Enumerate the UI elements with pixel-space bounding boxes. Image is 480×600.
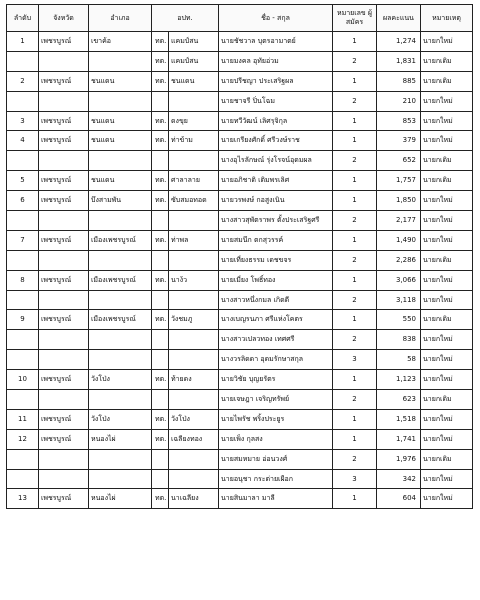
- cell-candidate-no: 1: [333, 111, 377, 131]
- cell-name: นางเบญรนภา ศรีแห่งโคตร: [219, 310, 333, 330]
- header-row: [7, 5, 473, 32]
- cell-score: 604: [377, 489, 421, 509]
- cell-sao: [169, 330, 219, 350]
- cell-no: [7, 390, 39, 410]
- cell-no: 13: [7, 489, 39, 509]
- cell-remark: นายกใหม่: [421, 230, 473, 250]
- cell-no: [7, 350, 39, 370]
- cell-candidate-no: 3: [333, 350, 377, 370]
- cell-province: [39, 390, 89, 410]
- cell-district: ชนแดน: [89, 171, 152, 191]
- cell-district: [89, 330, 152, 350]
- cell-name: นายชัชวาล บุตรอามาตย์: [219, 32, 333, 52]
- header-no: ลำดับ: [7, 5, 39, 32]
- cell-score: 342: [377, 469, 421, 489]
- cell-no: [7, 250, 39, 270]
- election-results-table: [6, 4, 473, 509]
- cell-candidate-no: 1: [333, 32, 377, 52]
- cell-score: 3,066: [377, 270, 421, 290]
- cell-sao-prefix: ทต.: [152, 230, 169, 250]
- cell-score: 2,177: [377, 211, 421, 231]
- cell-province: เพชรบูรณ์: [39, 171, 89, 191]
- cell-candidate-no: 1: [333, 489, 377, 509]
- cell-no: [7, 91, 39, 111]
- cell-score: 853: [377, 111, 421, 131]
- cell-score: 1,490: [377, 230, 421, 250]
- cell-no: [7, 469, 39, 489]
- table-row: [7, 350, 473, 370]
- cell-sao: ศาลาลาย: [169, 171, 219, 191]
- cell-remark: นายกใหม่: [421, 409, 473, 429]
- cell-sao-prefix: ทต.: [152, 310, 169, 330]
- cell-sao-prefix: ทต.: [152, 51, 169, 71]
- cell-candidate-no: 2: [333, 330, 377, 350]
- cell-district: [89, 250, 152, 270]
- cell-candidate-no: 2: [333, 91, 377, 111]
- cell-no: 3: [7, 111, 39, 131]
- cell-candidate-no: 2: [333, 151, 377, 171]
- cell-province: เพชรบูรณ์: [39, 409, 89, 429]
- cell-district: บึงสามพัน: [89, 191, 152, 211]
- cell-sao: เฉลียงทอง: [169, 429, 219, 449]
- cell-sao-prefix: ทต.: [152, 429, 169, 449]
- cell-sao-prefix: ทต.: [152, 270, 169, 290]
- cell-province: [39, 330, 89, 350]
- cell-district: [89, 469, 152, 489]
- cell-province: เพชรบูรณ์: [39, 429, 89, 449]
- cell-district: [89, 51, 152, 71]
- cell-name: นายทวีวัฒน์ เลิศรุจิกุล: [219, 111, 333, 131]
- table-row: [7, 270, 473, 290]
- cell-district: ชนแดน: [89, 131, 152, 151]
- cell-name: นายวรพงษ์ กอสูงเนิน: [219, 191, 333, 211]
- cell-sao-prefix: ทต.: [152, 171, 169, 191]
- cell-sao: [169, 449, 219, 469]
- cell-province: [39, 469, 89, 489]
- cell-remark: นายกเดิม: [421, 390, 473, 410]
- cell-score: 1,831: [377, 51, 421, 71]
- table-row: [7, 191, 473, 211]
- cell-score: 1,123: [377, 370, 421, 390]
- cell-score: 550: [377, 310, 421, 330]
- cell-sao: ท่าข้าม: [169, 131, 219, 151]
- cell-no: [7, 151, 39, 171]
- cell-sao: นาง้ว: [169, 270, 219, 290]
- cell-district: ชนแดน: [89, 71, 152, 91]
- cell-candidate-no: 1: [333, 131, 377, 151]
- cell-sao-prefix: ทต.: [152, 370, 169, 390]
- table-row: [7, 171, 473, 191]
- table-row: [7, 449, 473, 469]
- cell-name: นายสมนึก ตกสุวรรค์: [219, 230, 333, 250]
- cell-sao-prefix: [152, 211, 169, 231]
- cell-sao-prefix: [152, 290, 169, 310]
- cell-district: [89, 290, 152, 310]
- cell-candidate-no: 2: [333, 250, 377, 270]
- cell-province: เพชรบูรณ์: [39, 270, 89, 290]
- cell-name: นายสมหมาย อ่อนวงศ์: [219, 449, 333, 469]
- cell-sao-prefix: ทต.: [152, 131, 169, 151]
- cell-sao: [169, 211, 219, 231]
- cell-candidate-no: 1: [333, 270, 377, 290]
- cell-name: นายวิชัย บุญยรัตร: [219, 370, 333, 390]
- header-candidate-no: หมายเลข ผู้สมัคร: [333, 5, 377, 32]
- cell-district: ชนแดน: [89, 111, 152, 131]
- cell-no: 10: [7, 370, 39, 390]
- cell-no: 4: [7, 131, 39, 151]
- cell-sao: วังโป่ง: [169, 409, 219, 429]
- cell-name: นายเมี่ยง โพธิ์ทอง: [219, 270, 333, 290]
- cell-sao: [169, 91, 219, 111]
- cell-score: 885: [377, 71, 421, 91]
- cell-candidate-no: 2: [333, 211, 377, 231]
- cell-no: [7, 330, 39, 350]
- cell-score: 1,274: [377, 32, 421, 52]
- cell-province: เพชรบูรณ์: [39, 310, 89, 330]
- cell-name: นางวรลิดดา อุดมรักษาสกุล: [219, 350, 333, 370]
- cell-name: นายชาจรี ปิ่นโฉม: [219, 91, 333, 111]
- cell-no: 1: [7, 32, 39, 52]
- cell-score: 623: [377, 390, 421, 410]
- header-sao: อปท.: [152, 5, 219, 32]
- cell-no: 8: [7, 270, 39, 290]
- cell-sao-prefix: [152, 350, 169, 370]
- cell-sao-prefix: ทต.: [152, 191, 169, 211]
- cell-no: [7, 290, 39, 310]
- cell-remark: นายกเดิม: [421, 151, 473, 171]
- cell-candidate-no: 1: [333, 191, 377, 211]
- cell-candidate-no: 1: [333, 230, 377, 250]
- cell-score: 3,118: [377, 290, 421, 310]
- cell-remark: นายกใหม่: [421, 131, 473, 151]
- header-name: ชื่อ - สกุล: [219, 5, 333, 32]
- cell-sao-prefix: [152, 390, 169, 410]
- cell-remark: นายกใหม่: [421, 350, 473, 370]
- cell-remark: นายกใหม่: [421, 191, 473, 211]
- cell-name: นายมงคล อุทัยอ่วม: [219, 51, 333, 71]
- cell-no: 11: [7, 409, 39, 429]
- cell-no: [7, 211, 39, 231]
- cell-district: วังโป่ง: [89, 370, 152, 390]
- cell-district: วังโป่ง: [89, 409, 152, 429]
- cell-name: นายสินมาลา มาลี: [219, 489, 333, 509]
- cell-sao-prefix: ทต.: [152, 111, 169, 131]
- header-score: ผลคะแนน: [377, 5, 421, 32]
- cell-sao: [169, 290, 219, 310]
- cell-no: 9: [7, 310, 39, 330]
- cell-district: เมืองเพชรบูรณ์: [89, 230, 152, 250]
- cell-sao-prefix: [152, 250, 169, 270]
- table-row: [7, 390, 473, 410]
- cell-sao-prefix: ทต.: [152, 32, 169, 52]
- cell-no: 2: [7, 71, 39, 91]
- cell-score: 58: [377, 350, 421, 370]
- cell-remark: นายกเดิม: [421, 51, 473, 71]
- header-remark: หมายเหตุ: [421, 5, 473, 32]
- cell-province: [39, 290, 89, 310]
- cell-remark: นายกใหม่: [421, 469, 473, 489]
- cell-name: นายอภิชาติ เติมพรเลิศ: [219, 171, 333, 191]
- table-row: [7, 71, 473, 91]
- table-row: [7, 330, 473, 350]
- cell-candidate-no: 1: [333, 171, 377, 191]
- table-row: [7, 151, 473, 171]
- cell-district: [89, 350, 152, 370]
- cell-sao: [169, 390, 219, 410]
- table-row: [7, 310, 473, 330]
- cell-name: นายเกรียงศักดิ์ ศรีวงษ์ราช: [219, 131, 333, 151]
- cell-score: 1,757: [377, 171, 421, 191]
- cell-province: [39, 350, 89, 370]
- cell-sao: [169, 469, 219, 489]
- cell-name: นายปรีชญา ประเสริฐผล: [219, 71, 333, 91]
- cell-remark: นายกเดิม: [421, 449, 473, 469]
- cell-name: นางสาวเปลวทอง เทศศรี: [219, 330, 333, 350]
- cell-province: เพชรบูรณ์: [39, 32, 89, 52]
- cell-remark: นายกใหม่: [421, 32, 473, 52]
- table-row: [7, 290, 473, 310]
- cell-candidate-no: 1: [333, 310, 377, 330]
- cell-province: [39, 211, 89, 231]
- cell-sao-prefix: ทต.: [152, 71, 169, 91]
- cell-score: 210: [377, 91, 421, 111]
- cell-score: 652: [377, 151, 421, 171]
- cell-name: นางสาวสุพัตราพร ตั้งประเสริฐศรี: [219, 211, 333, 231]
- cell-sao: ท้ายดง: [169, 370, 219, 390]
- cell-sao: ซับสมอทอด: [169, 191, 219, 211]
- cell-sao-prefix: [152, 449, 169, 469]
- cell-remark: นายกใหม่: [421, 429, 473, 449]
- cell-province: เพชรบูรณ์: [39, 370, 89, 390]
- cell-no: [7, 449, 39, 469]
- cell-province: [39, 449, 89, 469]
- cell-candidate-no: 2: [333, 449, 377, 469]
- table-row: [7, 469, 473, 489]
- cell-district: เมืองเพชรบูรณ์: [89, 270, 152, 290]
- cell-candidate-no: 1: [333, 409, 377, 429]
- cell-district: เมืองเพชรบูรณ์: [89, 310, 152, 330]
- cell-district: [89, 151, 152, 171]
- cell-no: 6: [7, 191, 39, 211]
- cell-remark: นายกเดิม: [421, 310, 473, 330]
- cell-sao-prefix: ทต.: [152, 409, 169, 429]
- cell-name: นายไพรัช พริ้งประยูร: [219, 409, 333, 429]
- cell-candidate-no: 3: [333, 469, 377, 489]
- cell-district: [89, 91, 152, 111]
- table-row: [7, 409, 473, 429]
- table-row: [7, 91, 473, 111]
- cell-district: เขาค้อ: [89, 32, 152, 52]
- cell-name: นายเที่ยงธรรม เดชขจร: [219, 250, 333, 270]
- cell-remark: นายกใหม่: [421, 370, 473, 390]
- cell-score: 1,976: [377, 449, 421, 469]
- cell-remark: นายกใหม่: [421, 91, 473, 111]
- table-row: [7, 429, 473, 449]
- cell-province: [39, 151, 89, 171]
- cell-no: 12: [7, 429, 39, 449]
- cell-sao: [169, 350, 219, 370]
- cell-score: 2,286: [377, 250, 421, 270]
- cell-score: 1,850: [377, 191, 421, 211]
- cell-name: นายเพ็ง กุลสง: [219, 429, 333, 449]
- cell-sao: นาเฉลียง: [169, 489, 219, 509]
- cell-no: [7, 51, 39, 71]
- table-row: [7, 370, 473, 390]
- cell-sao-prefix: ทต.: [152, 489, 169, 509]
- cell-candidate-no: 2: [333, 390, 377, 410]
- cell-sao-prefix: [152, 151, 169, 171]
- cell-name: นางอุไรลักษณ์ รุ่งโรจน์อุดมผล: [219, 151, 333, 171]
- cell-sao: ดงขุย: [169, 111, 219, 131]
- cell-district: หนองไผ่: [89, 429, 152, 449]
- cell-name: นายเจษฎา เจริญทรัพย์: [219, 390, 333, 410]
- table-row: [7, 131, 473, 151]
- cell-candidate-no: 1: [333, 71, 377, 91]
- cell-sao: ท่าพล: [169, 230, 219, 250]
- cell-candidate-no: 1: [333, 429, 377, 449]
- cell-sao: ชนแดน: [169, 71, 219, 91]
- cell-score: 838: [377, 330, 421, 350]
- table-row: [7, 489, 473, 509]
- cell-sao-prefix: [152, 469, 169, 489]
- cell-district: [89, 449, 152, 469]
- cell-remark: นายกใหม่: [421, 270, 473, 290]
- cell-district: หนองไผ่: [89, 489, 152, 509]
- cell-province: เพชรบูรณ์: [39, 111, 89, 131]
- cell-remark: นายกใหม่: [421, 111, 473, 131]
- cell-province: เพชรบูรณ์: [39, 71, 89, 91]
- cell-sao: วังชมภู: [169, 310, 219, 330]
- cell-candidate-no: 2: [333, 51, 377, 71]
- cell-remark: นายกใหม่: [421, 211, 473, 231]
- header-district: อำเภอ: [89, 5, 152, 32]
- table-row: [7, 250, 473, 270]
- cell-candidate-no: 2: [333, 290, 377, 310]
- results-sheet: [6, 4, 472, 596]
- cell-province: เพชรบูรณ์: [39, 191, 89, 211]
- header-province: จังหวัด: [39, 5, 89, 32]
- cell-no: 5: [7, 171, 39, 191]
- cell-remark: นายกใหม่: [421, 290, 473, 310]
- cell-sao: [169, 250, 219, 270]
- cell-district: [89, 390, 152, 410]
- table-row: [7, 111, 473, 131]
- cell-sao-prefix: [152, 91, 169, 111]
- cell-remark: นายกเดิม: [421, 71, 473, 91]
- cell-province: เพชรบูรณ์: [39, 230, 89, 250]
- cell-province: [39, 250, 89, 270]
- cell-score: 1,741: [377, 429, 421, 449]
- cell-remark: นายกเดิม: [421, 171, 473, 191]
- cell-province: [39, 51, 89, 71]
- cell-remark: นายกใหม่: [421, 489, 473, 509]
- cell-score: 1,518: [377, 409, 421, 429]
- cell-district: [89, 211, 152, 231]
- table-row: [7, 32, 473, 52]
- cell-no: 7: [7, 230, 39, 250]
- cell-province: [39, 91, 89, 111]
- cell-sao: แคมป์สน: [169, 51, 219, 71]
- cell-sao-prefix: [152, 330, 169, 350]
- table-row: [7, 51, 473, 71]
- table-row: [7, 211, 473, 231]
- cell-sao: [169, 151, 219, 171]
- cell-remark: นายกใหม่: [421, 330, 473, 350]
- cell-province: เพชรบูรณ์: [39, 131, 89, 151]
- cell-score: 379: [377, 131, 421, 151]
- cell-name: นายอนุชา กระต่ายเผือก: [219, 469, 333, 489]
- cell-name: นางสาวหนึ่งกมล เกิดดี: [219, 290, 333, 310]
- cell-province: เพชรบูรณ์: [39, 489, 89, 509]
- cell-candidate-no: 1: [333, 370, 377, 390]
- cell-sao: แคมป์สน: [169, 32, 219, 52]
- cell-remark: นายกเดิม: [421, 250, 473, 270]
- table-row: [7, 230, 473, 250]
